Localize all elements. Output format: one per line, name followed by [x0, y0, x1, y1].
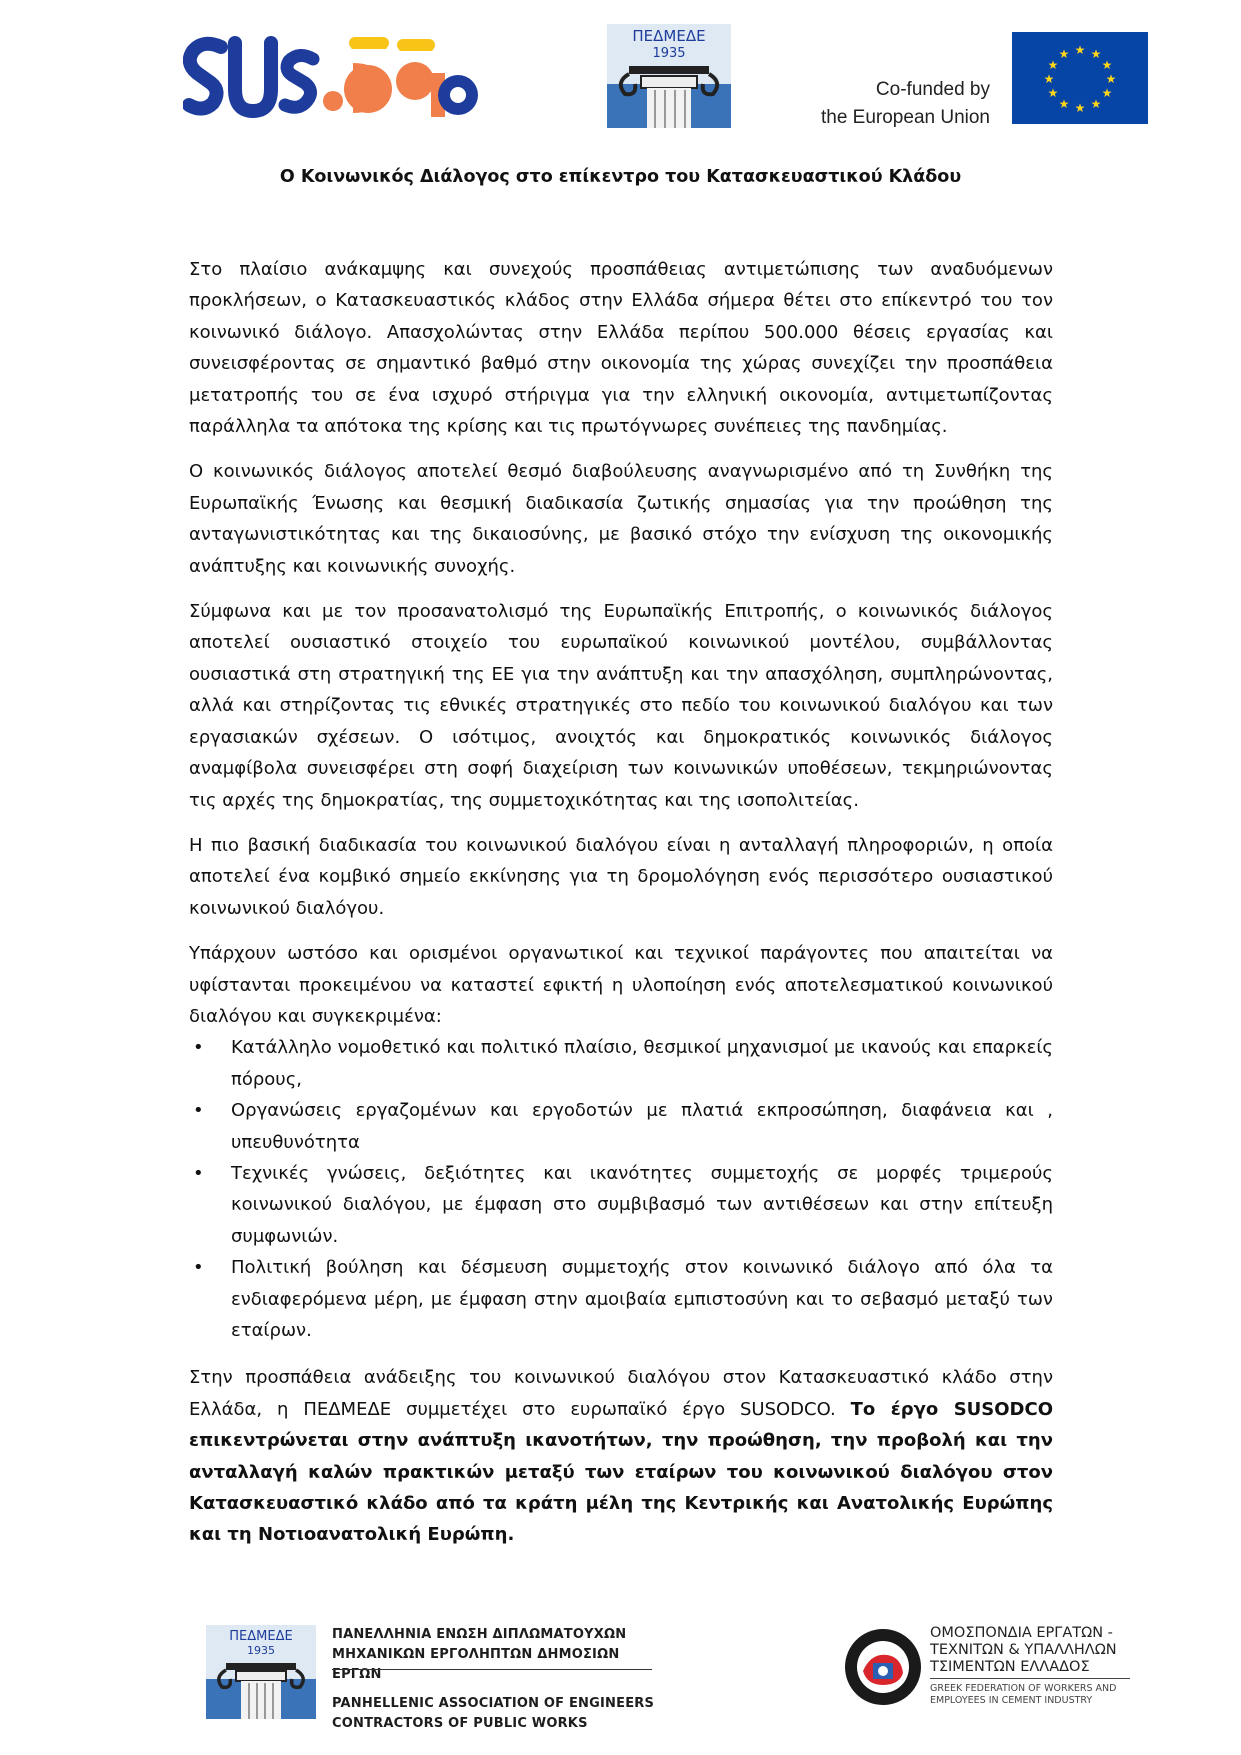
list-item-text: Τεχνικές γνώσεις, δεξιότητες και ικανότητες συμμετοχής σε μορφές τριμερούς κοινωνικού διαλόγου, με έμφαση στο συμβιβασμό των αντιθέσεων και στην επίτευξη συμφωνιών. — [231, 1162, 1053, 1247]
list-item-text: Κατάλληλο νομοθετικό και πολιτικό πλαίσιο, θεσμικοί μηχανισμοί με ικανούς και επαρκείς πόρους, — [231, 1037, 1053, 1090]
bullet-icon: • — [193, 1100, 204, 1122]
pedmede-gr-line-2: ΜΗΧΑΝΙΚΩΝ ΕΡΓΟΛΗΠΤΩΝ ΔΗΜΟΣΙΩΝ ΕΡΓΩΝ — [332, 1647, 620, 1682]
list-item-text: Οργανώσεις εργαζομένων και εργοδοτών με πλατιά εκπροσώπηση, διαφάνεια και , υπευθυνότητα — [231, 1100, 1053, 1153]
oerm-en-block — [930, 1683, 1190, 1707]
document-body — [189, 254, 1053, 1565]
pedmede-logo — [607, 24, 731, 128]
cofunded-label — [760, 76, 990, 132]
list-item-text: Πολιτική βούληση και δέσμευση συμμετοχής στον κοινωνικό διάλογο από όλα τα ενδιαφερόμενα μέρη, με έμφαση στην αμοιβαία εμπιστοσύνη και το σεβασμό μεταξύ των εταίρων. — [231, 1257, 1053, 1341]
paragraph-4: Η πιο βασική διαδικασία του κοινωνικού διαλόγου είναι η ανταλλαγή πληροφοριών, η οποία αποτελεί ένα κομβικό σημείο εκκίνησης για τη δρομολόγηση ενός περισσότερο ουσιαστικού κοινωνικού διαλόγου. — [189, 834, 1053, 919]
requirements-list — [189, 1032, 1053, 1346]
oerm-en-line-2: EMPLOYEES IN CEMENT INDUSTRY — [930, 1695, 1093, 1706]
cofunded-line-2: the European Union — [820, 107, 990, 128]
footer-divider — [332, 1669, 652, 1670]
footer-pedmede-logo-text: ΠΕΔΜΕΔΕ — [229, 1629, 293, 1644]
pedmede-logo-year: 1935 — [652, 46, 686, 61]
pedmede-logo-text: ΠΕΔΜΕΔΕ — [632, 27, 706, 45]
paragraph-5: Υπάρχουν ωστόσο και ορισμένοι οργανωτικοί και τεχνικοί παράγοντες που απαιτείται να υφίστανται προκειμένου να καταστεί εφικτή η υλοποίηση ενός αποτελεσματικού κοινωνικού διαλόγου και συγκεκριμένα: — [189, 943, 1053, 1027]
susodco-logo — [183, 33, 483, 119]
svg-text:★: ★ — [1101, 86, 1113, 100]
svg-text:★: ★ — [1058, 97, 1070, 111]
oerm-en-line-1: GREEK FEDERATION OF WORKERS AND — [930, 1683, 1117, 1694]
list-item — [189, 1032, 1053, 1095]
svg-text:★: ★ — [1090, 97, 1102, 111]
document-title: Ο Κοινωνικός Διάλογος στο επίκεντρο του Κατασκευαστικού Κλάδου — [279, 167, 962, 187]
paragraph-2: Ο κοινωνικός διάλογος αποτελεί θεσμό διαβούλευσης αναγνωρισμένο από τη Συνθήκη της Ευρωπαϊκής Ένωσης και θεσμική διαδικασία ζωτικής σημασίας για την προώθηση της ανταγωνιστικότητας και της δικαιοσύνης, με βασικό στόχο την ενίσχυση της οικονομικής ανάπτυξης και κοινωνικής συνοχής. — [189, 461, 1053, 577]
paragraph-final — [189, 1362, 1053, 1550]
oerm-gr-line-2: ΤΕΧΝΙΤΩΝ & ΥΠΑΛΛΗΛΩΝ — [930, 1642, 1117, 1658]
list-item — [189, 1158, 1053, 1252]
footer-pedmede-name — [332, 1625, 672, 1734]
pedmede-en-line-2: CONTRACTORS OF PUBLIC WORKS — [332, 1716, 588, 1731]
pedmede-gr-line-1: ΠΑΝΕΛΛΗΝΙΑ ΕΝΩΣΗ ΔΙΠΛΩΜΑΤΟΥΧΩΝ — [332, 1627, 627, 1642]
footer-cement-federation-seal — [843, 1627, 923, 1707]
list-item — [189, 1095, 1053, 1158]
svg-text:★: ★ — [1043, 72, 1055, 86]
pedmede-en-line-1: PANHELLENIC ASSOCIATION OF ENGINEERS — [332, 1696, 655, 1711]
svg-text:★: ★ — [1047, 58, 1059, 72]
svg-text:★: ★ — [1090, 47, 1102, 61]
svg-text:★: ★ — [1047, 86, 1059, 100]
paragraph-final-bold: Το έργο SUSODCO επικεντρώνεται στην ανάπτυξη ικανοτήτων, την προώθηση, την προβολή και την ανταλλαγή καλών πρακτικών μεταξύ των εταίρων του κοινωνικού διαλόγου στον Κατασκευαστικό κλάδο από τα κράτη μέλη της Κεντρικής και Ανατολικής Ευρώπης και τη Νοτιοανατολική Ευρώπη. — [189, 1398, 1054, 1546]
svg-text:★: ★ — [1105, 72, 1117, 86]
svg-text:★: ★ — [1101, 58, 1113, 72]
svg-text:★: ★ — [1058, 47, 1070, 61]
oerm-gr-line-3: ΤΣΙΜΕΝΤΩΝ ΕΛΛΑΔΟΣ — [930, 1659, 1090, 1675]
bullet-icon: • — [193, 1162, 204, 1184]
svg-text:★: ★ — [1074, 101, 1086, 115]
eu-flag-icon — [1012, 32, 1148, 124]
svg-text:★: ★ — [1074, 43, 1086, 57]
paragraph-1: Στο πλαίσιο ανάκαμψης και συνεχούς προσπάθειας αντιμετώπισης των αναδυόμενων προκλήσεων, ο Κατασκευαστικός κλάδος στην Ελλάδα σήμερα θέτει στο επίκεντρό του τον κοινωνικό διάλογο. Απασχολώντας στην Ελλάδα περίπου 500.000 θέσεις εργασίας και συνεισφέροντας σε σημαντικό βαθμό στην οικονομία της χώρας συνεχίζει την προσπάθεια μετατροπής του σε ένα ισχυρό στήριγμα για την ελληνική οικονομία, αντιμετωπίζοντας παράλληλα τα απότοκα της κρίσης και τις πρωτόγνωρες συνέπειες της πανδημίας. — [189, 259, 1053, 438]
footer-pedmede-logo — [206, 1625, 316, 1719]
paragraph-final-normal: Στην προσπάθεια ανάδειξης του κοινωνικού διαλόγου στον Κατασκευαστικό κλάδο στην Ελλάδα, η ΠΕΔΜΕΔΕ συμμετέχει στο ευρωπαϊκό έργο SUSODCO. — [189, 1367, 1053, 1420]
oerm-divider — [930, 1678, 1130, 1679]
footer-pedmede-logo-year: 1935 — [247, 1644, 275, 1657]
bullet-icon: • — [193, 1037, 204, 1059]
paragraph-3: Σύμφωνα και με τον προσανατολισμό της Ευρωπαϊκής Επιτροπής, ο κοινωνικός διάλογος αποτελεί ουσιαστικό στοιχείο του ευρωπαϊκού κοινωνικού μοντέλου, συμβάλλοντας ουσιαστικά στη στρατηγική της ΕΕ για την ανάπτυξη και την απασχόληση, συμπληρώνοντας, αλλά και στηρίζοντας τις εθνικές στρατηγικές στο πεδίο του κοινωνικού διαλόγου και των εργασιακών σχέσεων. Ο ισότιμος, ανοιχτός και δημοκρατικός κοινωνικός διάλογος αναμφίβολα συνεισφέρει στη σοφή διαχείριση των κοινωνικών υποθέσεων, τεκμηριώνοντας τις αρχές της δημοκρατίας, της συμμετοχικότητας και της ισοπολιτείας. — [189, 601, 1053, 811]
bullet-icon: • — [193, 1257, 204, 1279]
cofunded-line-1: Co-funded by — [875, 79, 990, 100]
list-item — [189, 1252, 1053, 1346]
footer-cement-federation-name — [930, 1625, 1190, 1707]
oerm-gr-line-1: ΟΜΟΣΠΟΝΔΙΑ ΕΡΓΑΤΩΝ - — [930, 1625, 1113, 1641]
